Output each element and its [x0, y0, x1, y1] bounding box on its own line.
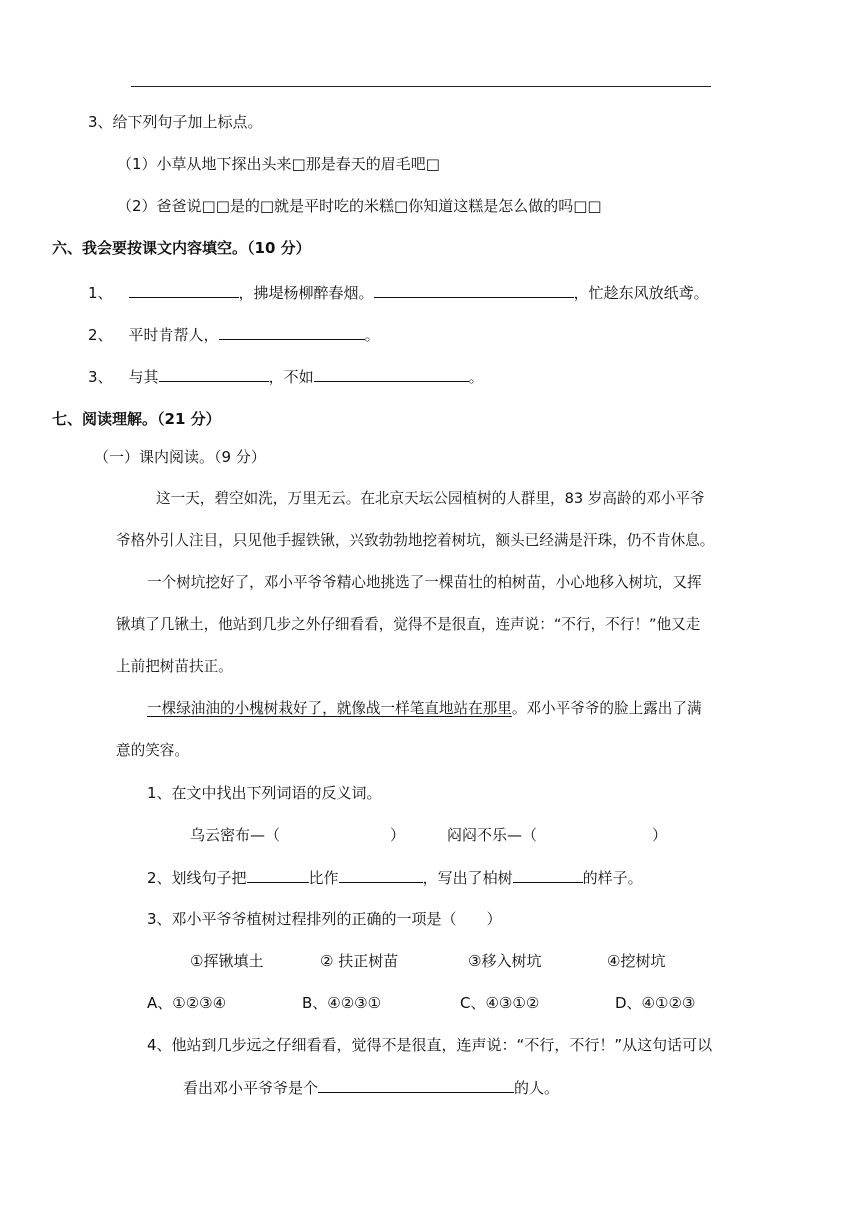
fill-blank[interactable]: [219, 324, 365, 340]
q3-option-1: ①挥锹填土: [190, 952, 264, 970]
fill-blank[interactable]: [314, 366, 469, 382]
sec6-item-3: [88, 366, 484, 387]
item-number: 2、: [88, 326, 113, 344]
top-rule: [131, 86, 711, 87]
item-text: 。: [468, 368, 484, 386]
passage-p1-line2: 爷格外引人注目，只见他手握铁锹，兴致勃勃地挖着树坑，额头已经满是汗珠，仍不肯休息。: [116, 532, 715, 549]
fill-blank[interactable]: [129, 282, 239, 298]
antonym-b: 闷闷不乐—（: [447, 826, 538, 844]
item-text: ，拂堤杨柳醉春烟。: [238, 284, 374, 302]
underlined-sentence: 一棵绿油油的小槐树栽好了，就像战一样笔直地站在那里: [147, 700, 512, 717]
fill-blank[interactable]: [247, 867, 309, 883]
passage-p2-line2: 锹填了几锹土，他站到几步之外仔细看看，觉得不是很直，连声说：“不行，不行！”他又走: [116, 616, 701, 633]
sec7-q3: 3、邓小平爷爷植树过程排列的正确的一项是（ ）: [147, 910, 502, 928]
q3-option-3: ③移入树坑: [468, 952, 542, 970]
choice-d[interactable]: D、④①②③: [615, 994, 696, 1012]
q2-text: 比作: [308, 869, 339, 887]
q2-text: 2、划线句子把: [147, 869, 247, 887]
passage-p2-line1: 一个树坑挖好了，邓小平爷爷精心地挑选了一棵苗壮的柏树苗，小心地移入树坑，又挥: [147, 574, 702, 591]
fill-blank[interactable]: [374, 282, 574, 298]
passage-text: 。邓小平爷爷的脸上露出了满: [511, 700, 702, 717]
item-number: 3、: [88, 368, 113, 386]
fill-blank[interactable]: [159, 366, 269, 382]
antonym-a: 乌云密布—（: [190, 826, 281, 844]
q3-title: 3、给下列句子加上标点。: [88, 113, 263, 131]
sec7-subheading: （一）课内阅读。（9 分）: [94, 448, 266, 466]
passage-p3-line1: [147, 699, 702, 719]
item-text: ，忙趁东风放纸鸢。: [573, 284, 709, 302]
item-number: 1、: [88, 284, 113, 302]
section-6-heading: 六、我会要按课文内容填空。（10 分）: [52, 239, 311, 257]
q3-option-2: ② 扶正树苗: [320, 952, 399, 970]
sec7-q1: 1、在文中找出下列词语的反义词。: [147, 784, 382, 802]
choice-b[interactable]: B、④②③①: [302, 994, 382, 1012]
item-text: 与其: [128, 368, 159, 386]
fill-blank[interactable]: [318, 1077, 514, 1093]
choice-a[interactable]: A、①②③④: [147, 994, 227, 1012]
sec6-item-1: [88, 282, 709, 303]
q2-text: 的样子。: [582, 869, 643, 887]
sec7-q4-line2: [183, 1077, 559, 1098]
fill-blank[interactable]: [513, 867, 583, 883]
section-7-heading: 七、阅读理解。（21 分）: [52, 410, 221, 428]
sec7-q4-line1: 4、他站到几步远之仔细看看，觉得不是很直，连声说：“不行，不行！”从这句话可以: [147, 1036, 713, 1054]
item-text: 。: [364, 326, 380, 344]
item-text: 平时肯帮人，: [128, 326, 219, 344]
sec7-q1-antonyms: [190, 825, 667, 845]
choice-c[interactable]: C、④③①②: [460, 994, 540, 1012]
sec6-item-2: [88, 324, 380, 345]
q3-option-4: ④挖树坑: [607, 952, 666, 970]
item-text: ，不如: [268, 368, 314, 386]
passage-p2-line3: 上前把树苗扶正。: [116, 658, 233, 675]
sec7-q2: [147, 867, 643, 888]
fill-blank[interactable]: [339, 867, 423, 883]
q3-sentence-1: （1）小草从地下探出头来□那是春天的眉毛吧□: [117, 155, 440, 173]
passage-p1-line1: 这一天，碧空如洗，万里无云。在北京天坛公园植树的人群里，83 岁高龄的邓小平爷: [156, 490, 705, 507]
passage-p3-line2: 意的笑容。: [116, 742, 189, 759]
q4-text: 看出邓小平爷爷是个: [183, 1079, 319, 1097]
q3-sentence-2: （2）爸爸说□□是的□就是平时吃的米糕□你知道这糕是怎么做的吗□□: [117, 197, 602, 215]
paren-close: ）: [652, 826, 668, 844]
paren-close: ）: [390, 826, 406, 844]
q2-text: ，写出了柏树: [422, 869, 513, 887]
q4-text: 的人。: [514, 1079, 560, 1097]
